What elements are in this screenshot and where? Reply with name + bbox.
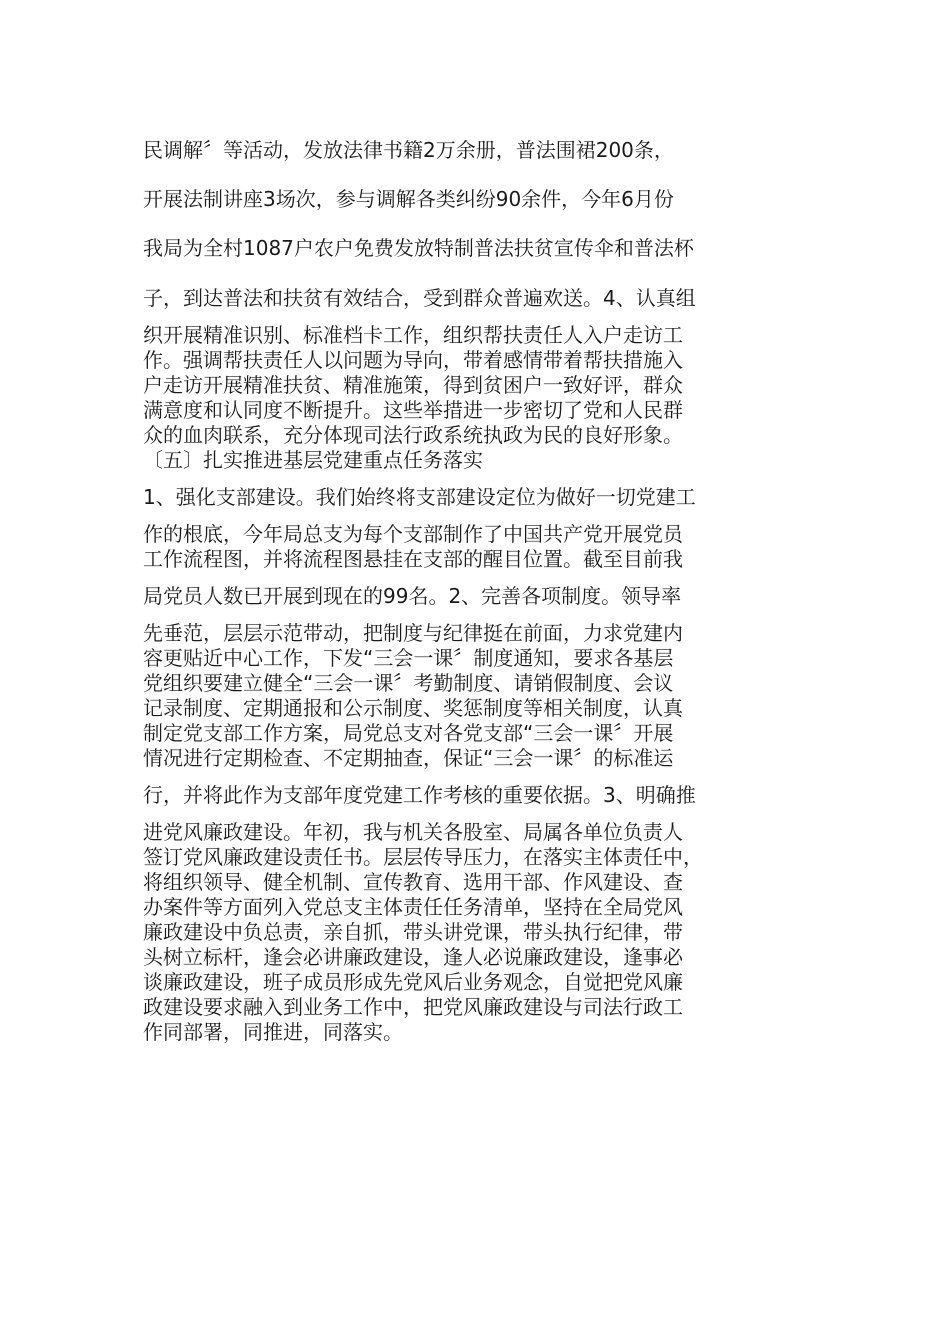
text-line: 情况进行定期检查、不定期抽查，保证“三会一课〞的标准运 bbox=[143, 746, 674, 770]
text-line: 政建设要求融入到业务工作中，把党风廉政建设与司法行政工 bbox=[143, 995, 683, 1019]
text-line: 户走访开展精准扶贫、精准施策，得到贫困户一致好评，群众 bbox=[143, 373, 683, 397]
text-line: 签订党风廉政建设责任书。层层传导压力，在落实主体责任中， bbox=[143, 845, 703, 869]
text-line: 众的血肉联系，充分体现司法行政系统执政为民的良好形象。 bbox=[143, 423, 683, 447]
text-line: 1、强化支部建设。我们始终将支部建设定位为做好一切党建工 bbox=[143, 485, 696, 509]
text-line: 我局为全村1087户农户免费发放特制普法扶贫宣传伞和普法杯 bbox=[143, 236, 694, 260]
text-line: 谈廉政建设，班子成员形成先党风后业务观念，自觉把党风廉 bbox=[143, 970, 683, 994]
text-line: 作的根底，今年局总支为每个支部制作了中国共产党开展党员 bbox=[143, 522, 683, 546]
text-line: 织开展精准识别、标准档卡工作，组织帮扶责任人入户走访工 bbox=[143, 323, 683, 347]
text-line: 办案件等方面列入党总支主体责任任务清单，坚持在全局党风 bbox=[143, 895, 683, 919]
text-line: 工作流程图，并将流程图悬挂在支部的醒目位置。截至目前我 bbox=[143, 547, 683, 571]
text-line: 进党风廉政建设。年初，我与机关各股室、局属各单位负责人 bbox=[143, 820, 683, 844]
text-line: 制定党支部工作方案，局党总支对各党支部“三会一课〞开展 bbox=[143, 721, 674, 745]
text-line: 行，并将此作为支部年度党建工作考核的重要依据。3、明确推 bbox=[143, 783, 696, 807]
section-heading: 〔五〕扎实推进基层党建重点任务落实 bbox=[143, 448, 483, 472]
text-line: 容更贴近中心工作，下发“三会一课〞制度通知，要求各基层 bbox=[143, 646, 674, 670]
text-line: 党组织要建立健全“三会一课〞考勤制度、请销假制度、会议 bbox=[143, 671, 674, 695]
text-line: 开展法制讲座3场次，参与调解各类纠纷90余件，今年6月份 bbox=[143, 187, 674, 211]
text-line: 子，到达普法和扶贫有效结合，受到群众普遍欢送。4、认真组 bbox=[143, 286, 696, 310]
text-line: 廉政建设中负总责，亲自抓，带头讲党课，带头执行纪律，带 bbox=[143, 920, 683, 944]
text-line: 局党员人数已开展到现在的99名。2、完善各项制度。领导率 bbox=[143, 584, 682, 608]
text-line: 头树立标杆，逢会必讲廉政建设，逢人必说廉政建设，逢事必 bbox=[143, 945, 683, 969]
text-line: 将组织领导、健全机制、宣传教育、选用干部、作风建设、查 bbox=[143, 870, 683, 894]
text-line: 满意度和认同度不断提升。这些举措进一步密切了党和人民群 bbox=[143, 398, 683, 422]
text-line: 作同部署，同推进，同落实。 bbox=[143, 1020, 403, 1044]
text-line: 先垂范，层层示范带动，把制度与纪律挺在前面，力求党建内 bbox=[143, 621, 683, 645]
text-line: 作。强调帮扶责任人以问题为导向，带着感情带着帮扶措施入 bbox=[143, 348, 683, 372]
text-line: 民调解〞等活动，发放法律书籍2万余册，普法围裙200条， bbox=[143, 138, 674, 162]
text-line: 记录制度、定期通报和公示制度、奖惩制度等相关制度，认真 bbox=[143, 696, 683, 720]
